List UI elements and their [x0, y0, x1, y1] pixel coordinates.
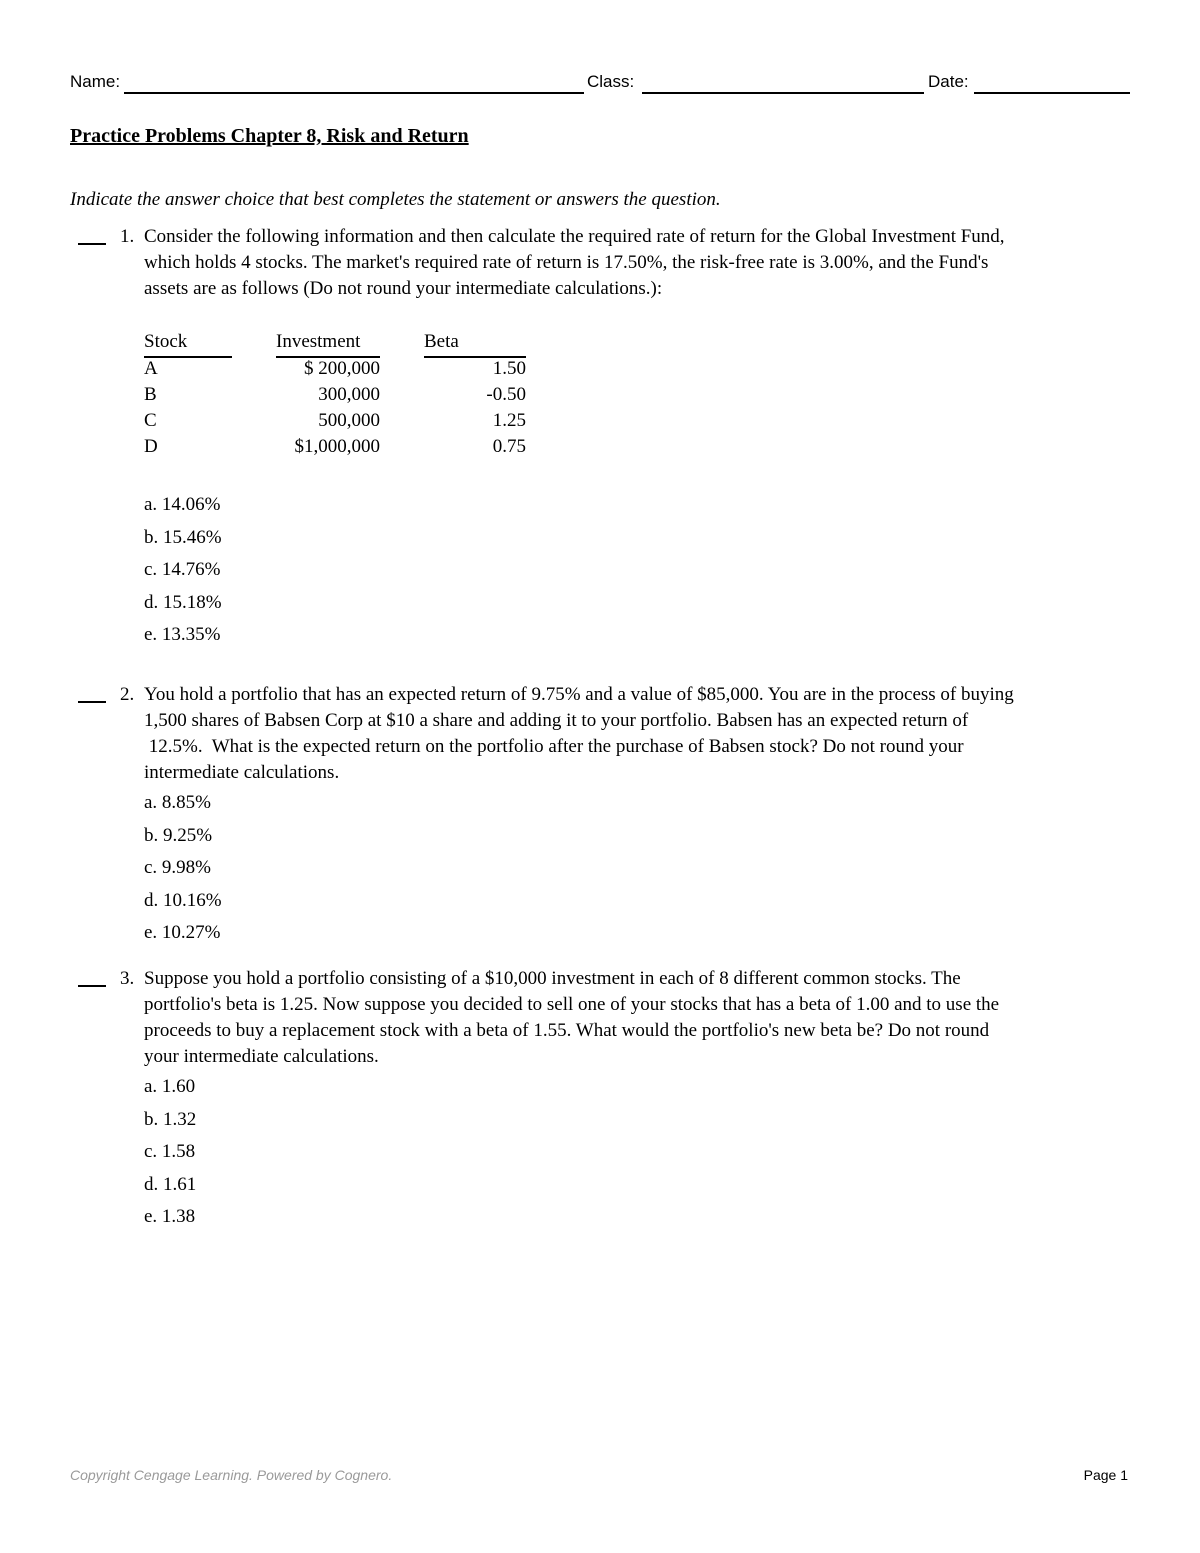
choice-d[interactable]: d. 10.16% — [144, 889, 222, 911]
table-cell: C — [144, 410, 157, 431]
question-text: Consider the following information and then calculate the required rate of return for the Global Investment Fund, which holds 4 stocks. The market's required rate of return is 17.50%, the risk-free rate is 3.00%, and the Fund's assets are as follows (Do not round your intermediate calculations.): — [144, 226, 1005, 299]
choice-c[interactable]: c. 9.98% — [144, 857, 212, 878]
column-header-investment: Investment — [276, 330, 380, 358]
table-cell: $ 200,000 — [304, 358, 380, 379]
answer-choices — [144, 1076, 196, 1239]
table-cell: A — [144, 358, 158, 379]
question-text: You hold a portfolio that has an expected return of 9.75% and a value of $85,000. You are in the process of buying 1,500 shares of Babsen Corp at $10 a share and adding it to your portfolio. Babsen has an expected return of 12.5%. What is the expected return on the portfolio after the purchase of Babsen stock? Do not round your intermediate calculations. — [144, 684, 1014, 783]
choice-e[interactable]: e. 1.38 — [144, 1206, 196, 1227]
choice-e[interactable]: e. 10.27% — [144, 922, 221, 943]
answer-choices — [144, 494, 222, 657]
column-header-stock: Stock — [144, 330, 232, 358]
choice-a[interactable]: a. 14.06% — [144, 494, 221, 515]
table-cell: 0.75 — [492, 436, 526, 457]
answer-blank[interactable] — [78, 985, 106, 987]
table-cell: 1.25 — [492, 410, 526, 431]
choice-a[interactable]: a. 1.60 — [144, 1076, 196, 1097]
student-info-header — [70, 72, 1130, 98]
choice-b[interactable]: b. 1.32 — [144, 1108, 197, 1130]
copyright-footer: Copyright Cengage Learning. Powered by Cognero. — [70, 1467, 393, 1483]
class-label: Class: — [587, 72, 635, 91]
name-field[interactable] — [124, 92, 584, 94]
question-number: 3. — [120, 968, 135, 989]
choice-e[interactable]: e. 13.35% — [144, 624, 221, 645]
table-cell: 1.50 — [492, 358, 526, 379]
choice-c[interactable]: c. 14.76% — [144, 559, 221, 580]
answer-choices — [144, 792, 222, 955]
choice-d[interactable]: d. 1.61 — [144, 1173, 197, 1195]
page-title: Practice Problems Chapter 8, Risk and Return — [70, 125, 469, 147]
table-cell: D — [144, 436, 158, 457]
answer-blank[interactable] — [78, 701, 106, 703]
class-field[interactable] — [642, 92, 924, 94]
choice-a[interactable]: a. 8.85% — [144, 792, 212, 813]
table-cell: 300,000 — [318, 384, 380, 405]
page-number: Page 1 — [1083, 1467, 1128, 1483]
choice-b[interactable]: b. 15.46% — [144, 526, 222, 548]
instructions: Indicate the answer choice that best completes the statement or answers the question. — [70, 189, 721, 210]
choice-c[interactable]: c. 1.58 — [144, 1141, 196, 1162]
date-field[interactable] — [974, 92, 1130, 94]
table-cell: B — [144, 384, 157, 405]
choice-b[interactable]: b. 9.25% — [144, 824, 213, 846]
question-number: 2. — [120, 684, 135, 705]
question-number: 1. — [120, 226, 135, 247]
table-cell: 500,000 — [318, 410, 380, 431]
answer-blank[interactable] — [78, 243, 106, 245]
name-label: Name: — [70, 72, 121, 91]
table-cell: $1,000,000 — [294, 436, 380, 457]
choice-d[interactable]: d. 15.18% — [144, 591, 222, 613]
date-label: Date: — [928, 72, 969, 91]
question-text: Suppose you hold a portfolio consisting of a $10,000 investment in each of 8 different common stocks. The portfolio's beta is 1.25. Now suppose you decided to sell one of your stocks that has a beta of 1.00 and to use the proceeds to buy a replacement stock with a beta of 1.55. What would the portfolio's new beta be? Do not round your intermediate calculations. — [144, 968, 1000, 1067]
column-header-beta: Beta — [424, 330, 526, 358]
table-cell: -0.50 — [486, 384, 526, 405]
